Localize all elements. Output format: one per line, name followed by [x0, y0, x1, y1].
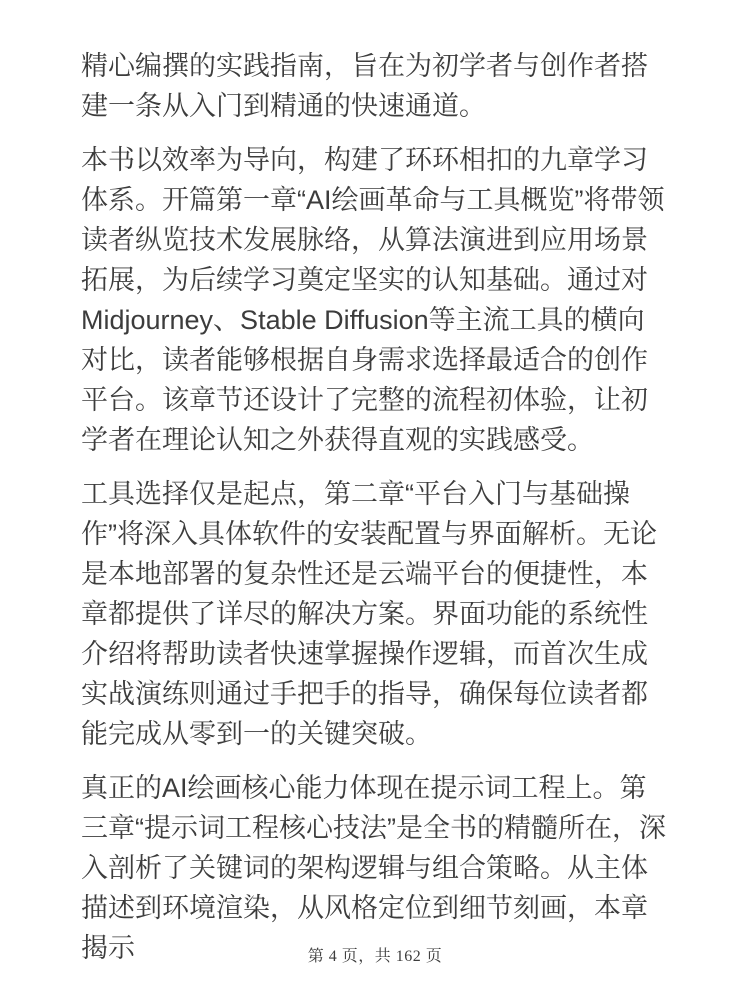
page-number-footer: 第 4 页，共 162 页	[307, 948, 443, 965]
paragraph-chapter2-platform: 工具选择仅是起点，第二章“平台入门与基础操作”将深入具体软件的安装配置与界面解析。无论是本地部署的复杂性还是云端平台的便捷性，本章都提供了详尽的解决方案。界面功能的系统性介绍将帮助读者快速掌握操作逻辑，而首次生成实战演练则通过手把手的指导，确保每位读者都能完成从零到一的关键突破。	[81, 479, 657, 749]
document-body	[81, 46, 671, 982]
paragraph-intro: 精心编撰的实践指南，旨在为初学者与创作者搭建一条从入门到精通的快速通道。	[81, 51, 648, 121]
paragraph-chapter3-prompts: 真正的AI绘画核心能力体现在提示词工程上。第三章“提示词工程核心技法”是全书的精髓所在，深入剖析了关键词的架构逻辑与组合策略。从主体描述到环境渲染，从风格定位到细节刻画，本章揭示	[81, 773, 666, 963]
paragraph-chapter1-overview: 本书以效率为导向，构建了环环相扣的九章学习体系。开篇第一章“AI绘画革命与工具概览”将带领读者纵览技术发展脉络，从算法演进到应用场景拓展，为后续学习奠定坚实的认知基础。通过对Midjourney、Stable Diffusion等主流工具的横向对比，读者能够根据自身需求选择最适合的创作平台。该章节还设计了完整的流程初体验，让初学者在理论认知之外获得直观的实践感受。	[81, 145, 665, 455]
